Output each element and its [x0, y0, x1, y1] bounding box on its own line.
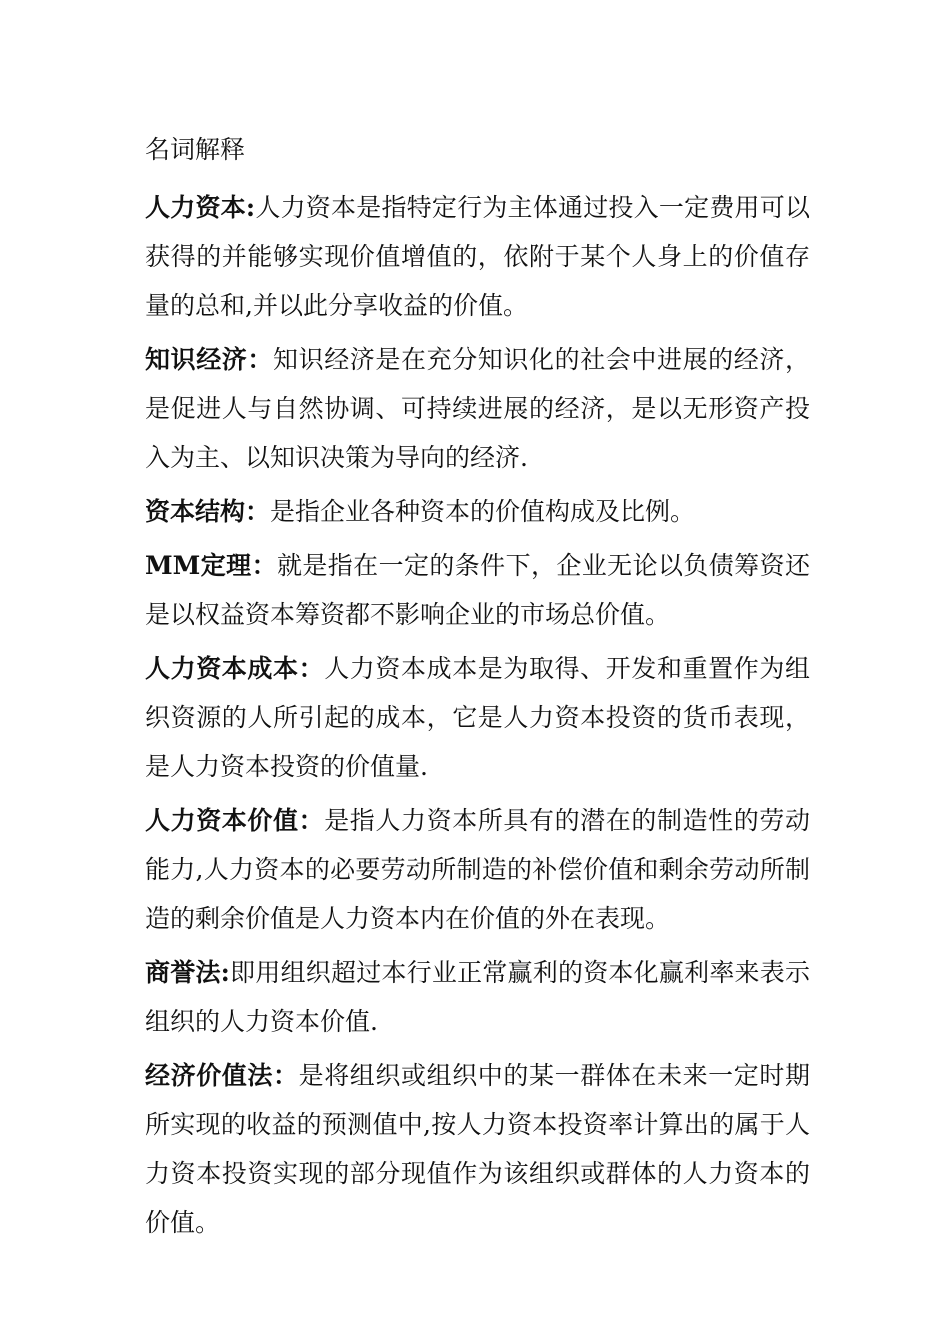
entry-separator: : [220, 958, 230, 987]
entry-definition: 是指人力资本所具有的潜在的制造性的劳动能力,人力资本的必要劳动所制造的补偿价值和剩余劳动所制造的剩余价值是人力资本内在价值的外在表现。 [145, 806, 810, 933]
entry-term: MM定理 [145, 551, 252, 580]
entry-term: 人力资本 [145, 193, 246, 222]
entry-separator: ： [251, 551, 277, 580]
entry-human-capital-cost [145, 641, 810, 793]
entry-human-capital-value [145, 793, 810, 945]
entry-knowledge-economy [145, 332, 810, 484]
entry-separator: ： [298, 806, 325, 835]
entry-separator: ： [273, 1061, 299, 1090]
entry-definition: 人力资本成本是为取得、开发和重置作为组织资源的人所引起的成本，它是人力资本投资的货币表现，是人力资本投资的价值量. [145, 654, 810, 781]
entry-capital-structure [145, 484, 810, 538]
entry-definition: 就是指在一定的条件下，企业无论以负债筹资还是以权益资本筹资都不影响企业的市场总价值。 [145, 551, 810, 629]
entry-term: 商誉法 [145, 958, 221, 987]
entry-separator: ： [245, 497, 271, 526]
entry-separator: ： [298, 654, 325, 683]
entry-separator: ： [247, 345, 274, 374]
entry-definition: 是指企业各种资本的价值构成及比例。 [270, 497, 696, 526]
entry-definition: 知识经济是在充分知识化的社会中进展的经济，是促进人与自然协调、可持续进展的经济，是以无形资产投入为主、以知识决策为导向的经济. [145, 345, 810, 472]
entry-human-capital [145, 180, 810, 332]
document-page [145, 120, 810, 1249]
entry-term: 人力资本成本 [145, 654, 299, 683]
entry-term: 经济价值法 [145, 1061, 273, 1090]
entry-goodwill-method [145, 945, 810, 1048]
entry-economic-value-method [145, 1048, 810, 1249]
entry-definition: 即用组织超过本行业正常赢利的资本化赢利率来表示组织的人力资本价值. [145, 958, 810, 1036]
document-heading: 名词解释 [145, 135, 246, 164]
entry-mm-theorem [145, 538, 810, 641]
entry-definition: 是将组织或组织中的某一群体在未来一定时期所实现的收益的预测值中,按人力资本投资率计算出的属于人力资本投资实现的部分现值作为该组织或群体的人力资本的价值。 [145, 1061, 810, 1237]
entry-separator: : [245, 193, 256, 222]
entry-definition: 人力资本是指特定行为主体通过投入一定费用可以获得的并能够实现价值增值的，依附于某个人身上的价值存量的总和,并以此分享收益的价值。 [145, 193, 810, 320]
entry-term: 知识经济 [145, 345, 248, 374]
entry-term: 人力资本价值 [145, 806, 299, 835]
entry-term: 资本结构 [145, 497, 246, 526]
